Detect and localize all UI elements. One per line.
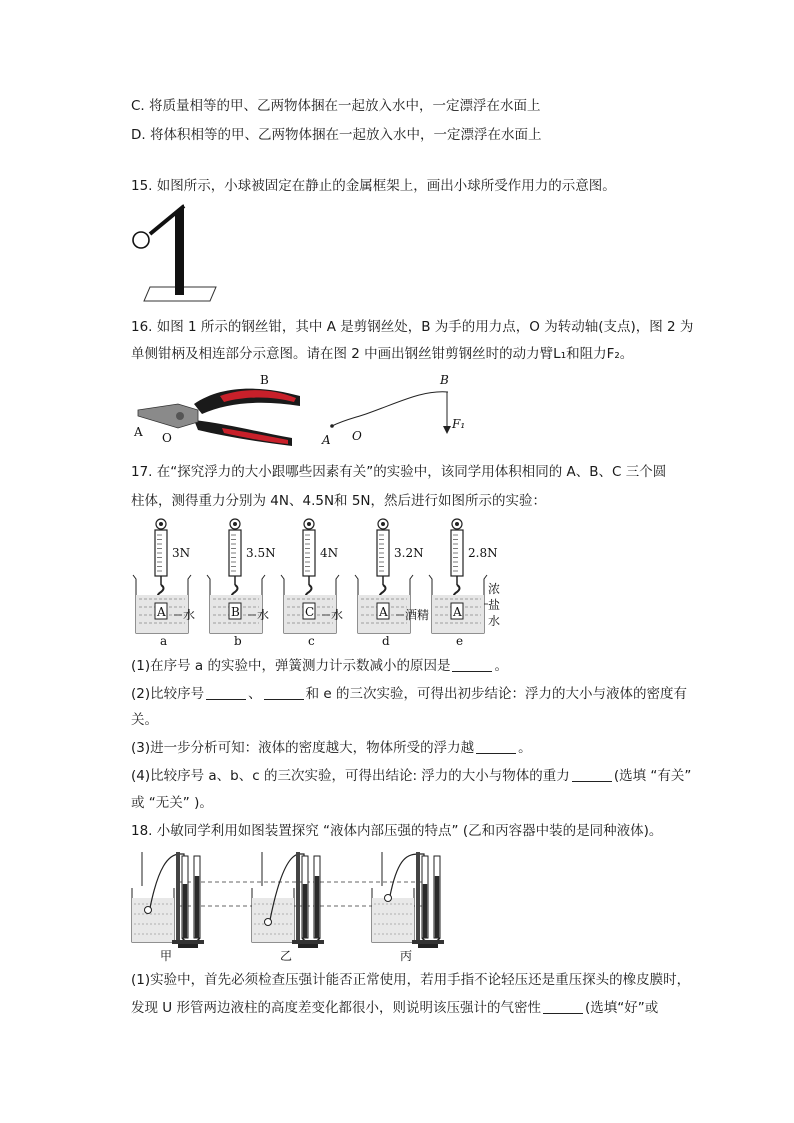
q17-figure-spring-scales [128, 515, 508, 647]
q16-line2: 单侧钳柄及相连部分示意图。请在图 2 中画出钢丝钳剪钢丝时的动力臂L₁和阻力F₂。 [131, 346, 634, 362]
pressure-gauge-1 [132, 852, 204, 962]
q18-sub1-line2: 发现 U 形管两边液柱的高度差变化都很小，则说明该压强计的气密性 (选填“好”或 [131, 1000, 659, 1016]
q17-line1: 17. 在“探究浮力的大小跟哪些因素有关”的实验中，该同学用体积相同的 A、B、C 三个圆 [131, 464, 667, 480]
beaker-setup-a [133, 519, 195, 647]
pliers-label-b: B [260, 373, 269, 387]
q17-sub2: (2)比较序号 、 和 e 的三次实验，可得出初步结论：浮力的大小与液体的密度有 [131, 686, 688, 702]
gauge-series [132, 852, 444, 962]
cylinder-label: A [157, 605, 166, 619]
ball-icon [133, 232, 149, 248]
q16-fig2-handle-diagram [318, 370, 478, 450]
beaker-setup-c [281, 519, 343, 647]
liquid-label: 酒精 [405, 608, 430, 622]
answer-blank[interactable] [543, 999, 583, 1014]
answer-blank[interactable] [476, 739, 516, 754]
q17-line2: 柱体，测得重力分别为 4N、4.5N和 5N，然后进行如图所示的实验： [131, 493, 547, 509]
container-label: 丙 [400, 949, 413, 962]
answer-blank[interactable] [572, 767, 612, 782]
cylinder-label: B [231, 605, 240, 619]
cylinder-label: A [453, 605, 462, 619]
q17-sub4: (4)比较序号 a、b、c 的三次实验，可得出结论: 浮力的大小与物体的重力 (选填 “有关” [131, 768, 692, 784]
pressure-gauge-2 [252, 852, 324, 962]
beaker-setup-d [355, 519, 429, 647]
setup-id: d [382, 634, 390, 647]
scale-reading: 2.8N [468, 546, 498, 560]
liquid-label: 水 [488, 614, 501, 628]
pliers-label-o: O [162, 431, 172, 445]
beaker-setup-e [429, 519, 500, 647]
q14-option-d: D. 将体积相等的甲、乙两物体捆在一起放入水中，一定漂浮在水面上 [131, 127, 542, 143]
answer-blank[interactable] [206, 685, 246, 700]
q15-figure-metal-frame [128, 200, 220, 305]
liquid-label: 浓 [488, 582, 501, 596]
f1-arrow-icon [443, 426, 451, 434]
scale-reading: 4N [320, 546, 339, 560]
liquid-label: 水 [257, 608, 270, 622]
liquid-label: 盐 [488, 598, 501, 612]
q17-sub4-line2: 或 “无关” )。 [131, 795, 213, 811]
q18-sub1-line1: (1)实验中，首先必须检查压强计能否正常使用，若用手指不论轻压还是重压探头的橡皮膜时， [131, 972, 691, 988]
setup-id: e [456, 634, 464, 647]
cylinder-label: C [305, 605, 315, 619]
container-label: 乙 [280, 949, 293, 962]
setup-id: c [308, 634, 315, 647]
fig2-label-a: A [322, 433, 331, 447]
liquid-label: 水 [183, 608, 196, 622]
scale-reading: 3N [172, 546, 191, 560]
q17-sub2-end: 关。 [131, 712, 158, 728]
cylinder-label: A [379, 605, 388, 619]
q17-sub3: (3)进一步分析可知：液体的密度越大，物体所受的浮力越 。 [131, 740, 532, 756]
pliers-label-a: A [134, 425, 143, 439]
q16-fig1-pliers [128, 370, 308, 448]
pressure-gauge-3 [372, 852, 444, 962]
container-label: 甲 [160, 949, 173, 962]
scale-reading: 3.5N [246, 546, 276, 560]
fig2-label-b: B [440, 373, 449, 387]
beaker-series [133, 519, 500, 647]
liquid-label: 水 [331, 608, 344, 622]
q16-line1: 16. 如图 1 所示的钢丝钳，其中 A 是剪钢丝处，B 为手的用力点，O 为转动轴(支点)，图 2 为 [131, 319, 694, 335]
setup-id: b [234, 634, 242, 647]
q18-text: 18. 小敏同学利用如图装置探究 “液体内部压强的特点” (乙和丙容器中装的是同种液体)。 [131, 823, 663, 839]
q18-figure-pressure-gauges [128, 846, 448, 962]
setup-id: a [160, 634, 168, 647]
answer-blank[interactable] [264, 685, 304, 700]
answer-blank[interactable] [452, 657, 492, 672]
fig2-label-f1: F₁ [452, 417, 466, 431]
scale-reading: 3.2N [394, 546, 424, 560]
fig2-label-o: O [352, 429, 362, 443]
beaker-setup-b [207, 519, 276, 647]
q17-sub1: (1)在序号 a 的实验中，弹簧测力计示数减小的原因是 。 [131, 658, 508, 674]
q15-text: 15. 如图所示，小球被固定在静止的金属框架上，画出小球所受作用力的示意图。 [131, 178, 616, 194]
q14-option-c: C. 将质量相等的甲、乙两物体捆在一起放入水中，一定漂浮在水面上 [131, 98, 541, 114]
